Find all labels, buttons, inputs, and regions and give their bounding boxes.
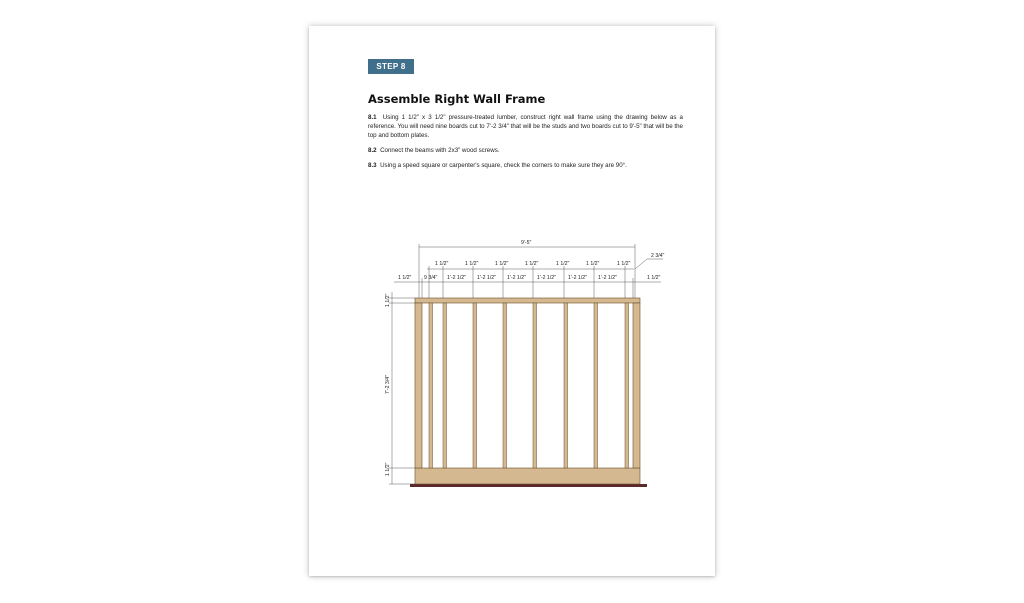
stud-width-label: 1 1/2" bbox=[556, 261, 570, 267]
instruction-text: Connect the beams with 2x3" wood screws. bbox=[380, 147, 500, 154]
overall-width-label: 9'-5" bbox=[521, 240, 532, 246]
bottom-plate bbox=[415, 468, 640, 484]
stud-width-label: 1 1/2" bbox=[525, 261, 539, 267]
spacing-label: 1'-2 1/2" bbox=[537, 275, 556, 281]
end-left-label: 1 1/2" bbox=[398, 275, 412, 281]
stud-width-label: 1 1/2" bbox=[465, 261, 479, 267]
right-corner-post bbox=[633, 303, 640, 468]
stud bbox=[443, 303, 447, 468]
step-badge: STEP 8 bbox=[368, 59, 414, 74]
wall-frame-drawing bbox=[309, 26, 715, 576]
stud bbox=[625, 303, 629, 468]
spacing-label: 1'-2 1/2" bbox=[598, 275, 617, 281]
stud-width-label: 1 1/2" bbox=[586, 261, 600, 267]
page-title: Assemble Right Wall Frame bbox=[368, 92, 546, 106]
document-page bbox=[309, 26, 715, 576]
instruction-text: Using 1 1/2" x 3 1/2" pressure-treated lumber, construct right wall frame using the drawing below as a reference. You will need nine boards cut to 7'-2 3/4" that will be the studs and two boards cut to 9'-5" that will be the top and bottom plates. bbox=[368, 114, 683, 140]
stud bbox=[533, 303, 537, 468]
stud bbox=[564, 303, 568, 468]
stud bbox=[429, 303, 433, 468]
spacing-label: 1'-2 1/2" bbox=[447, 275, 466, 281]
left-corner-post bbox=[415, 303, 422, 468]
spacing-label: 1'-2 1/2" bbox=[477, 275, 496, 281]
instruction-text: Using a speed square or carpenter's square, check the corners to make sure they are 90°. bbox=[380, 162, 627, 169]
instruction-number: 8.3 bbox=[368, 162, 377, 169]
spacing-label: 1'-2 1/2" bbox=[507, 275, 526, 281]
top-plate-dim-label: 1 1/2" bbox=[385, 293, 391, 307]
stud bbox=[594, 303, 598, 468]
stud bbox=[503, 303, 507, 468]
instruction-number: 8.2 bbox=[368, 147, 377, 154]
bottom-plate-dim-label: 1 1/2" bbox=[385, 462, 391, 476]
end-right-label: 1 1/2" bbox=[647, 275, 661, 281]
top-plate bbox=[415, 298, 640, 303]
stud-width-label: 1 1/2" bbox=[495, 261, 509, 267]
first-gap-label: 9 3/4" bbox=[424, 275, 438, 281]
instruction-number: 8.1 bbox=[368, 114, 377, 121]
spacing-label: 1'-2 1/2" bbox=[568, 275, 587, 281]
stud-width-label: 1 1/2" bbox=[617, 261, 631, 267]
corner-offset-label: 2 3/4" bbox=[651, 253, 665, 259]
stud bbox=[473, 303, 477, 468]
foundation-strip bbox=[410, 484, 647, 487]
stud-height-label: 7'-2 3/4" bbox=[385, 375, 391, 394]
stud-width-label: 1 1/2" bbox=[435, 261, 449, 267]
